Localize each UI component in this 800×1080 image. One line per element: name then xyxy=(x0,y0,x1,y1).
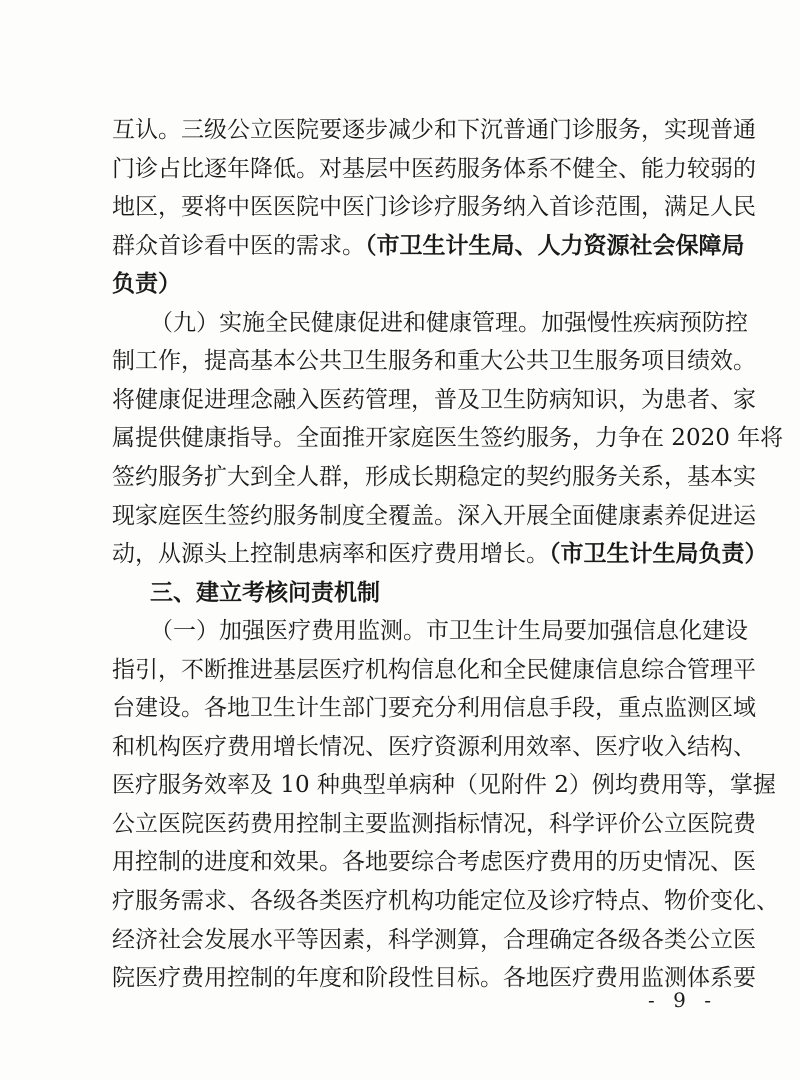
line-text: 疗服务需求、各级各类医疗机构功能定位及诊疗特点、物价变化、 xyxy=(112,888,779,914)
text-line xyxy=(112,535,768,573)
line-text: 经济社会发展水平等因素，科学测算，合理确定各级各类公立医 xyxy=(112,926,756,953)
text-line xyxy=(112,882,779,920)
text-line xyxy=(112,150,756,188)
line-bold-text: （市卫生计生局、人力资源社会保障局 xyxy=(365,232,745,259)
line-bold-text: 三、建立考核问责机制 xyxy=(150,579,380,606)
line-text: 互认。三级公立医院要逐步减少和下沉普通门诊服务，实现普通 xyxy=(112,117,756,143)
text-line xyxy=(112,497,756,535)
text-line xyxy=(112,689,756,727)
section-heading xyxy=(150,574,702,612)
text-line xyxy=(112,766,776,804)
line-bold-text: 负责） xyxy=(112,271,181,298)
text-line xyxy=(112,342,756,380)
text-line xyxy=(112,959,756,997)
line-text: 指引，不断推进基层医疗机构信息化和全民健康信息综合管理平 xyxy=(112,656,756,683)
text-line xyxy=(112,265,702,303)
line-text: 现家庭医生签约服务制度全覆盖。深入开展全面健康素养促进运 xyxy=(112,502,756,529)
line-text: 签约服务扩大到全人群，形成长期稳定的契约服务关系，基本实 xyxy=(112,463,756,490)
line-text: 和机构医疗费用增长情况、医疗资源利用效率、医疗收入结构、 xyxy=(112,733,756,760)
text-line xyxy=(112,111,756,149)
text-line xyxy=(150,304,748,342)
text-line xyxy=(150,612,748,650)
line-text: 将健康促进理念融入医药管理，普及卫生防病知识，为患者、家 xyxy=(112,386,756,413)
line-text: 公立医院医药费用控制主要监测指标情况，科学评价公立医院费 xyxy=(112,810,756,837)
line-text: （九）实施全民健康促进和健康管理。加强慢性疾病预防控 xyxy=(150,309,748,336)
text-line xyxy=(112,458,756,496)
page-number: - 9 - xyxy=(648,988,717,1012)
text-line xyxy=(112,651,756,689)
text-line xyxy=(112,805,756,843)
text-line xyxy=(112,921,756,959)
text-line xyxy=(112,728,756,766)
text-line xyxy=(112,188,756,226)
line-text: （一）加强医疗费用监测。市卫生计生局要加强信息化建设 xyxy=(150,618,748,645)
line-text: 医疗服务效率及 10 种典型单病种（见附件 2）例均费用等，掌握 xyxy=(112,772,776,799)
line-text: 动，从源头上控制患病率和医疗费用增长。 xyxy=(112,541,549,568)
text-line xyxy=(112,419,784,457)
line-text: 门诊占比逐年降低。对基层中医药服务体系不健全、能力较弱的 xyxy=(112,155,756,182)
line-text: 制工作，提高基本公共卫生服务和重大公共卫生服务项目绩效。 xyxy=(112,348,756,375)
text-line xyxy=(112,843,756,881)
line-bold-text: （市卫生计生局负责） xyxy=(549,541,768,568)
line-text: 用控制的进度和效果。各地要综合考虑医疗费用的历史情况、医 xyxy=(112,849,756,876)
line-text: 台建设。各地卫生计生部门要充分利用信息手段，重点监测区域 xyxy=(112,695,756,722)
line-text: 群众首诊看中医的需求。 xyxy=(112,232,365,259)
text-line xyxy=(112,227,745,265)
line-text: 属提供健康指导。全面推开家庭医生签约服务，力争在 2020 年将 xyxy=(112,425,784,452)
text-line xyxy=(112,381,756,419)
line-text: 地区，要将中医医院中医门诊诊疗服务纳入首诊范围，满足人民 xyxy=(112,194,756,221)
line-text: 院医疗费用控制的年度和阶段性目标。各地医疗费用监测体系要 xyxy=(112,965,756,992)
